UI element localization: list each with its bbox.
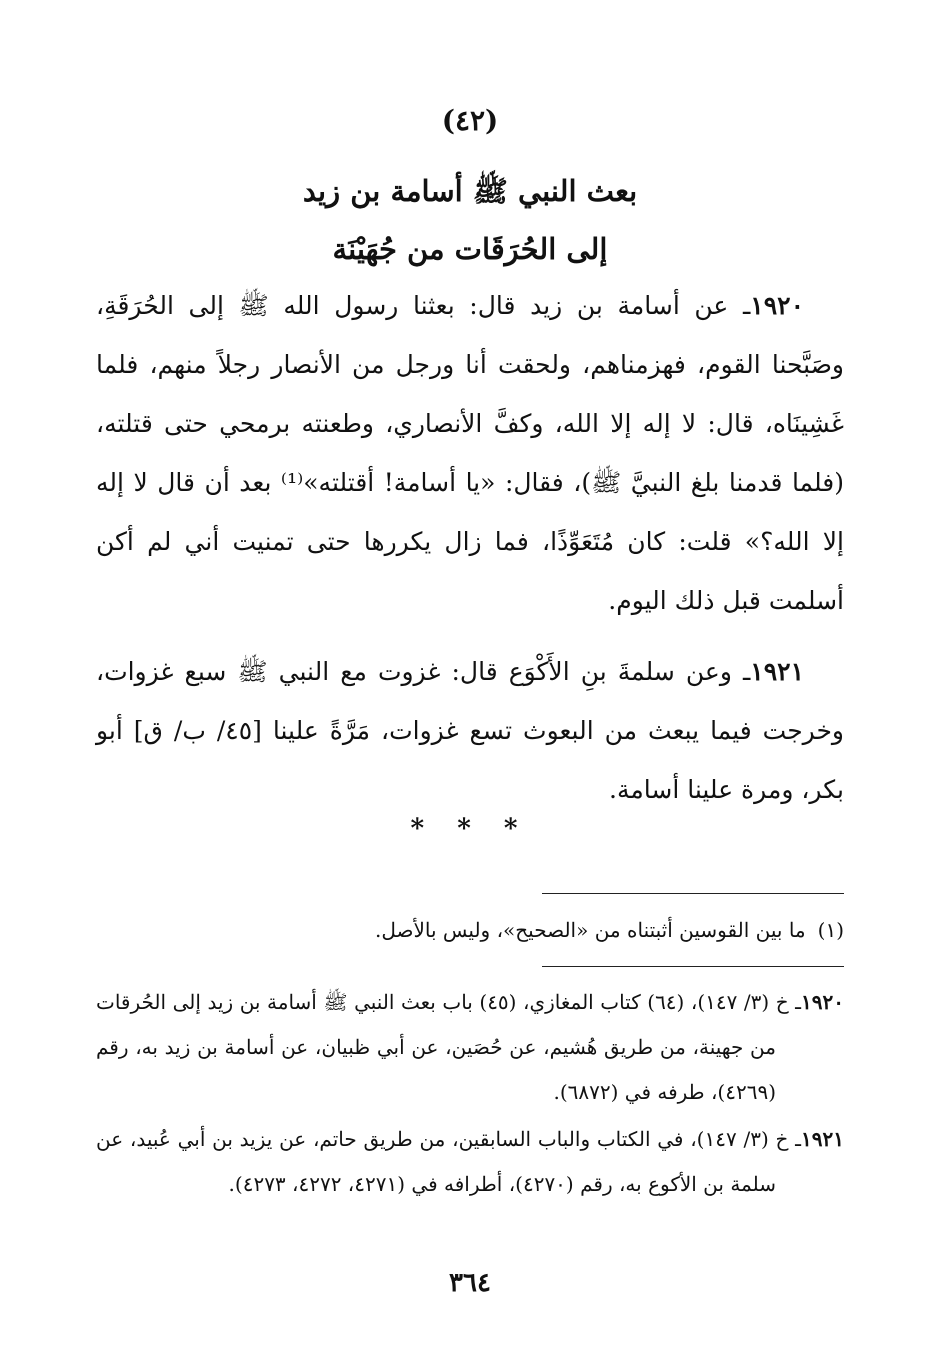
reference-number: ١٩٢٠: [801, 990, 844, 1014]
chapter-title-line-2: إلى الحُرَقَات من جُهَيْنَة: [332, 232, 608, 266]
hadith-number: ١٩٢١: [750, 657, 804, 686]
reference-entry: [96, 1117, 844, 1207]
reference-number: ١٩٢١: [801, 1127, 844, 1151]
hadith-number: ١٩٢٠: [750, 291, 804, 320]
references: [96, 980, 844, 1207]
chapter-title: [96, 162, 844, 278]
page-number: ٣٦٤: [449, 1268, 491, 1298]
footnote-text: ما بين القوسين أثبتناه من «الصحيح»، وليس بالأصل.: [375, 918, 806, 942]
footnote: [96, 910, 844, 950]
book-page: [96, 0, 844, 1369]
reference-text: ـ خ (٣/ ١٤٧)، في الكتاب والباب السابقين، من طريق حاتم، عن يزيد بن أبي عُبيد، عن سلمة بن الأكوع به، رقم (٤٢٧٠)، أطرافه في (٤٢٧١، ٤٢٧٢، ٤٢٧٣).: [96, 1127, 802, 1196]
hadith-text: ـ عن أسامة بن زيد قال: بعثنا رسول الله ﷺ إلى الحُرَقَةِ، وصَبَّحنا القوم، فهزمناهم، ولحقت أنا ورجل من الأنصار رجلاً منهم، فلما غَشِينَاه، قال: لا إله إلا الله، وكفَّ الأنصاري، وطعنته برمحي حتى قتلته، (فلما قدمنا بلغ النبيَّ ﷺ)، فقال: «يا أسامة! أقتلته»⁽¹⁾ بعد أن قال لا إله إلا الله؟» قلت: كان مُتَعَوِّذًا، فما زال يكررها حتى تمنيت أني لم أكن أسلمت قبل ذلك اليوم.: [96, 291, 844, 615]
chapter-title-line-1: بعث النبي ﷺ أسامة بن زيد: [302, 174, 638, 208]
hadith-paragraph: [96, 276, 844, 630]
footnote-mark: (١): [817, 918, 844, 942]
references-rule: [542, 966, 844, 967]
hadith-paragraph: [96, 642, 844, 819]
footnote-rule: [542, 893, 844, 894]
reference-text: ـ خ (٣/ ١٤٧)، (٦٤) كتاب المغازي، (٤٥) باب بعث النبي ﷺ أسامة بن زيد إلى الحُرقات من جهينة، من طريق هُشيم، عن حُصَين، عن أبي ظبيان، عن أسامة بن زيد به، رقم (٤٢٦٩)، طرفه في (٦٨٧٢).: [96, 990, 802, 1104]
chapter-number: (٤٢): [441, 104, 499, 137]
section-separator: * * *: [410, 814, 530, 844]
hadith-text: ـ وعن سلمةَ بنِ الأَكْوَع قال: غزوت مع النبي ﷺ سبع غزوات، وخرجت فيما يبعث من البعوث تسع غزوات، مَرَّةً علينا [٤٥/ ب/ ق] أبو بكر، ومرة علينا أسامة.: [96, 657, 844, 804]
reference-entry: [96, 980, 844, 1115]
hadith-body: [96, 276, 844, 819]
